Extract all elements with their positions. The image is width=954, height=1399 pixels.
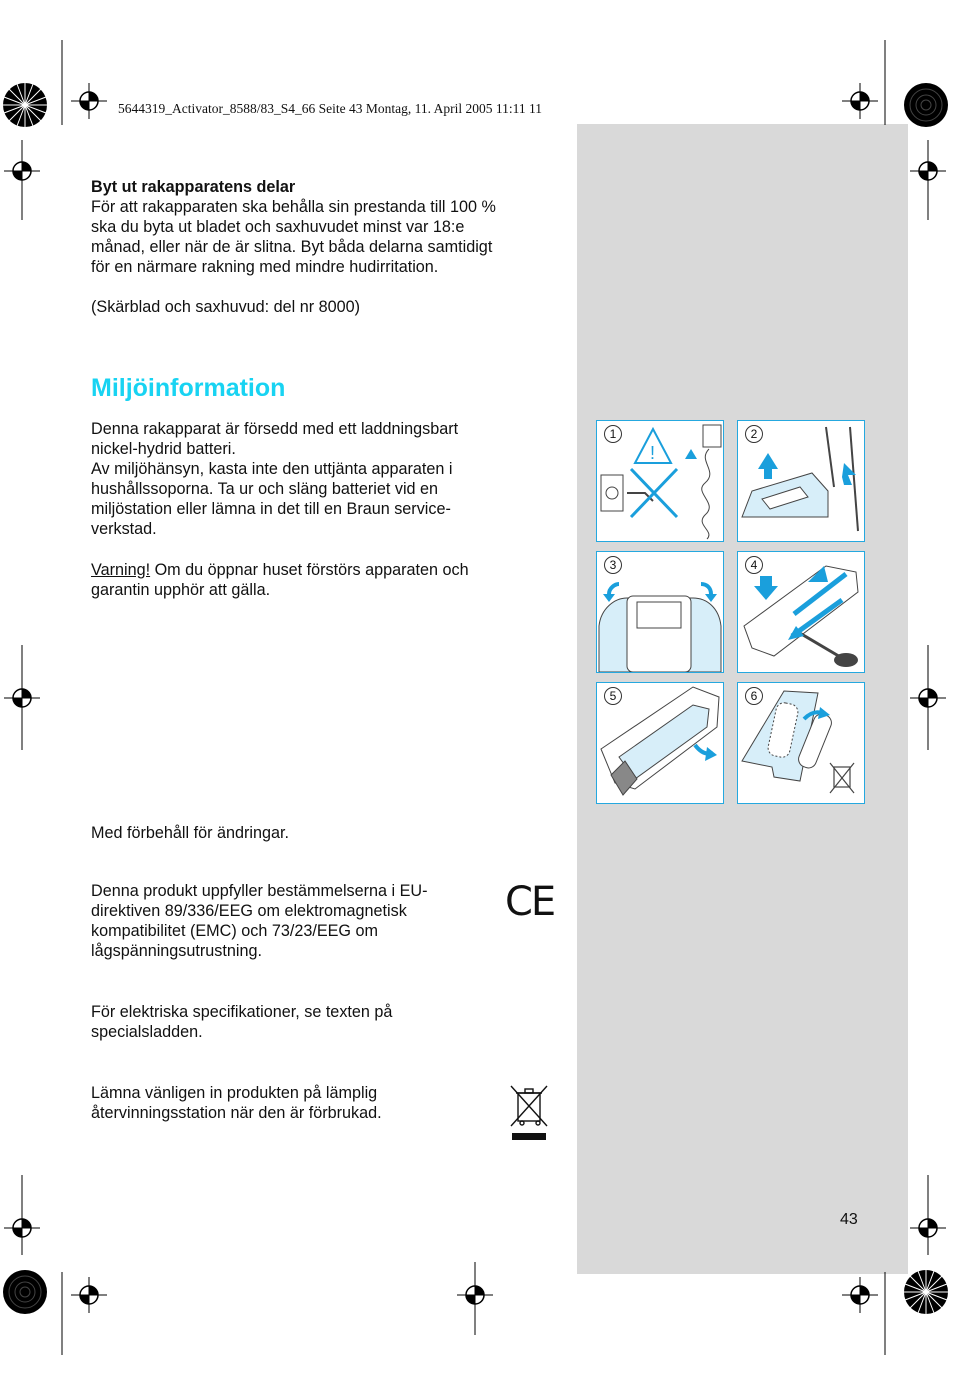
step-number-badge: 4 <box>745 556 763 574</box>
step-number-badge: 5 <box>604 687 622 705</box>
paragraph-line: För elektriska specifikationer, se texten på <box>91 1003 393 1021</box>
paragraph-line: För att rakapparaten ska behålla sin prestanda till 100 % <box>91 198 496 216</box>
step-number-badge: 3 <box>604 556 622 574</box>
figure-step-4 <box>737 551 865 673</box>
paragraph-line: nickel-hydrid batteri. <box>91 440 236 458</box>
paragraph-line: Denna produkt uppfyller bestämmelserna i EU- <box>91 882 428 900</box>
paragraph-line: ska du byta ut bladet och saxhuvudet minst var 18:e <box>91 218 465 236</box>
reservation-note: Med förbehåll för ändringar. <box>91 824 289 842</box>
figure-step-5 <box>596 682 724 804</box>
step-number-badge: 2 <box>745 425 763 443</box>
paragraph-line: verkstad. <box>91 520 157 538</box>
paragraph-line: kompatibilitet (EMC) och 73/23/EEG om <box>91 922 378 940</box>
warning-text: Om du öppnar huset förstörs apparaten och <box>150 561 469 579</box>
ce-mark-icon: CE <box>505 879 555 925</box>
parts-heading: Byt ut rakapparatens delar <box>91 178 296 196</box>
step-number-badge: 6 <box>745 687 763 705</box>
paragraph-line: Av miljöhänsyn, kasta inte den uttjänta apparaten i <box>91 460 453 478</box>
paragraph-line: lågspänningsutrustning. <box>91 942 262 960</box>
section-title: Miljöinformation <box>91 374 286 402</box>
warning-label: Varning! <box>91 561 151 579</box>
figure-step-3 <box>596 551 724 673</box>
paragraph-line: Lämna vänligen in produkten på lämplig <box>91 1084 378 1102</box>
svg-text:!: ! <box>650 443 656 463</box>
paragraph-line: Denna rakapparat är försedd med ett laddningsbart <box>91 420 459 438</box>
figure-step-1 <box>596 420 724 542</box>
print-header: 5644319_Activator_8588/83_S4_66 Seite 43 Montag, 11. April 2005 11:11 11 <box>118 101 542 116</box>
warning-line <box>91 560 469 580</box>
paragraph-line: direktiven 89/336/EEG om elektromagnetisk <box>91 902 407 920</box>
paragraph-line: miljöstation eller lämna in det till en Braun service- <box>91 500 451 518</box>
paragraph-line: återvinningsstation när den är förbrukad. <box>91 1104 382 1122</box>
paragraph-line: månad, eller när de är slitna. Byt båda delarna samtidigt <box>91 238 493 256</box>
crossed-bin-icon <box>508 1083 550 1143</box>
page-number: 43 <box>840 1211 858 1228</box>
paragraph-line: specialsladden. <box>91 1023 203 1041</box>
paragraph-line: för en närmare rakning med mindre hudirritation. <box>91 258 439 276</box>
paragraph-line: garantin upphör att gälla. <box>91 581 271 599</box>
step-number-badge: 1 <box>604 425 622 443</box>
figure-step-6 <box>737 682 865 804</box>
part-number-note: (Skärblad och saxhuvud: del nr 8000) <box>91 298 361 316</box>
figure-step-2 <box>737 420 865 542</box>
paragraph-line: hushållssoporna. Ta ur och släng batteriet vid en <box>91 480 439 498</box>
